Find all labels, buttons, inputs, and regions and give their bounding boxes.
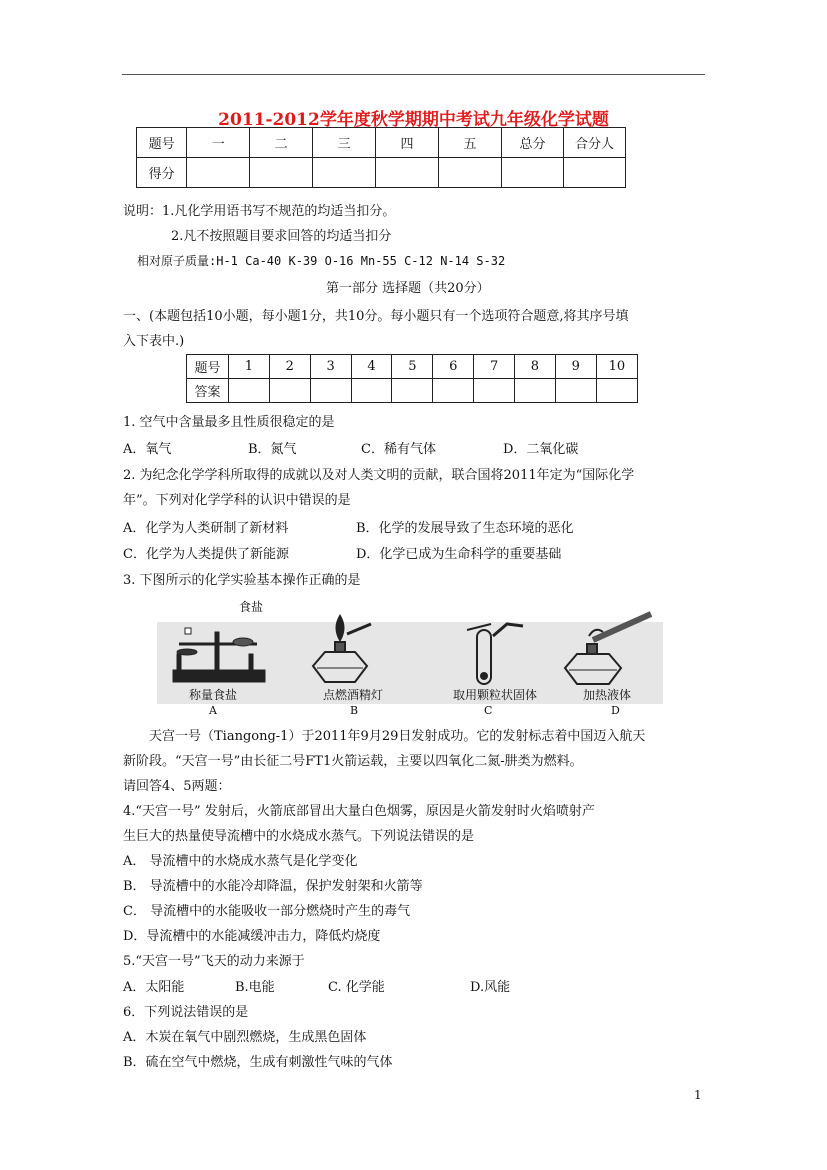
score-cell[interactable] xyxy=(376,158,439,188)
q2-option-a: A．化学为人类研制了新材料 xyxy=(123,521,289,536)
answer-header-cell: 10 xyxy=(596,355,637,379)
q6-option-b: B．硫在空气中燃烧，生成有刺激性气味的气体 xyxy=(123,1055,393,1070)
q4-option-c: C． 导流槽中的水能吸收一部分燃烧时产生的毒气 xyxy=(123,904,411,919)
q2-option-b: B．化学的发展导致了生态环境的恶化 xyxy=(356,521,574,536)
atomic-masses: 相对原子质量:H-1 Ca-40 K-39 O-16 Mn-55 C-12 N-14 S-32 xyxy=(137,254,506,268)
answer-cell[interactable] xyxy=(596,379,637,403)
answer-table-header-row xyxy=(187,355,638,379)
answer-cell[interactable] xyxy=(310,379,351,403)
score-header-cell: 题号 xyxy=(137,128,187,158)
caption-a: 称量食盐 xyxy=(189,688,238,702)
score-cell[interactable] xyxy=(250,158,313,188)
answer-cell[interactable] xyxy=(229,379,270,403)
answer-header-cell: 9 xyxy=(555,355,596,379)
score-header-cell: 合分人 xyxy=(563,128,625,158)
answer-header-cell: 4 xyxy=(351,355,392,379)
answer-header-cell: 3 xyxy=(310,355,351,379)
answer-table-row xyxy=(187,379,638,403)
salt-label: 食盐 xyxy=(239,600,264,614)
score-table-row xyxy=(137,158,626,188)
header-rule xyxy=(122,74,705,75)
score-header-cell: 二 xyxy=(250,128,313,158)
score-header-cell: 三 xyxy=(313,128,376,158)
q3-stem: 3. 下图所示的化学实验基本操作正确的是 xyxy=(123,573,361,588)
q2-option-d: D．化学已成为生命科学的重要基础 xyxy=(356,547,562,562)
q5-option-d: D.风能 xyxy=(470,980,511,995)
q2-option-c: C．化学为人类提供了新能源 xyxy=(123,547,289,562)
passage-line3: 请回答4、5两题： xyxy=(123,779,231,794)
answer-cell[interactable] xyxy=(515,379,556,403)
score-table-header-row xyxy=(137,128,626,158)
q5-option-b: B.电能 xyxy=(235,980,275,995)
q4-option-a: A． 导流槽中的水烧成水蒸气是化学变化 xyxy=(123,854,358,869)
answer-cell[interactable] xyxy=(555,379,596,403)
answer-table xyxy=(186,354,638,403)
answer-row-label: 答案 xyxy=(187,379,229,403)
q1-stem: 1. 空气中含量最多且性质很稳定的是 xyxy=(123,415,335,430)
q1-option-c: C．稀有气体 xyxy=(361,442,436,457)
q4-option-d: D．导流槽中的水能减缓冲击力，降低灼烧度 xyxy=(123,929,381,944)
score-header-cell: 五 xyxy=(439,128,502,158)
page-number: 1 xyxy=(694,1088,702,1102)
answer-header-cell: 1 xyxy=(229,355,270,379)
q4-option-b: B． 导流槽中的水能冷却降温，保护发射架和火箭等 xyxy=(123,879,423,894)
score-cell[interactable] xyxy=(563,158,625,188)
caption-b: 点燃酒精灯 xyxy=(323,688,384,702)
letter-a: A xyxy=(209,704,217,717)
part1-heading: 第一部分 选择题（共20分） xyxy=(326,281,490,296)
q4-stem-line1: 4.“天宫一号” 发射后，火箭底部冒出大量白色烟雾，原因是火箭发射时火焰喷射产 xyxy=(123,804,595,819)
q2-stem-line1: 2. 为纪念化学学科所取得的成就以及对人类文明的贡献，联合国将2011年定为“国际化学 xyxy=(123,468,635,483)
section1-line2: 入下表中.) xyxy=(123,334,185,349)
score-cell[interactable] xyxy=(439,158,502,188)
answer-cell[interactable] xyxy=(433,379,474,403)
score-cell[interactable] xyxy=(501,158,563,188)
answer-header-cell: 2 xyxy=(269,355,310,379)
score-cell[interactable] xyxy=(313,158,376,188)
passage-line1: 天宫一号（Tiangong-1）于2011年9月29日发射成功。它的发射标志着中国迈入航天 xyxy=(149,729,646,744)
answer-cell[interactable] xyxy=(392,379,433,403)
q5-stem: 5.“天宫一号”飞天的动力来源于 xyxy=(123,954,305,969)
note-2: 2.凡不按照题目要求回答的均适当扣分 xyxy=(171,229,392,244)
score-header-cell: 一 xyxy=(187,128,250,158)
q1-option-d: D．二氧化碳 xyxy=(503,442,579,457)
q5-option-a: A．太阳能 xyxy=(123,980,185,995)
letter-c: C xyxy=(484,704,493,717)
answer-cell[interactable] xyxy=(269,379,310,403)
note-1: 说明：1.凡化学用语书写不规范的均适当扣分。 xyxy=(123,204,396,219)
q5-option-c: C. 化学能 xyxy=(328,980,385,995)
letter-d: D xyxy=(611,704,620,717)
section1-line1: 一、(本题包括10小题，每小题1分，共10分。每小题只有一个选项符合题意,将其序号填 xyxy=(123,309,629,324)
answer-header-cell: 7 xyxy=(474,355,515,379)
answer-header-cell: 6 xyxy=(433,355,474,379)
q2-stem-line2: 年”。下列对化学学科的认识中错误的是 xyxy=(123,493,351,508)
answer-header-cell: 题号 xyxy=(187,355,229,379)
answer-cell[interactable] xyxy=(474,379,515,403)
caption-d: 加热液体 xyxy=(583,688,632,702)
score-header-cell: 总分 xyxy=(501,128,563,158)
answer-cell[interactable] xyxy=(351,379,392,403)
score-row-label: 得分 xyxy=(137,158,187,188)
passage-line2: 新阶段。“天宫一号”由长征二号FT1火箭运载，主要以四氧化二氮-肼类为燃料。 xyxy=(123,754,583,769)
score-header-cell: 四 xyxy=(376,128,439,158)
q4-stem-line2: 生巨大的热量使导流槽中的水烧成水蒸气。下列说法错误的是 xyxy=(123,829,475,844)
answer-header-cell: 8 xyxy=(515,355,556,379)
q1-option-b: B．氮气 xyxy=(248,442,297,457)
letter-b: B xyxy=(350,704,359,717)
q6-option-a: A．木炭在氧气中剧烈燃烧，生成黑色固体 xyxy=(123,1030,367,1045)
q6-stem: 6．下列说法错误的是 xyxy=(123,1005,249,1020)
score-table xyxy=(136,127,626,188)
q1-option-a: A．氧气 xyxy=(123,442,172,457)
caption-c: 取用颗粒状固体 xyxy=(453,688,538,702)
answer-header-cell: 5 xyxy=(392,355,433,379)
exam-title: 2011-2012学年度秋学期期中考试九年级化学试题 xyxy=(218,110,609,130)
score-cell[interactable] xyxy=(187,158,250,188)
q3-figure xyxy=(157,600,663,718)
